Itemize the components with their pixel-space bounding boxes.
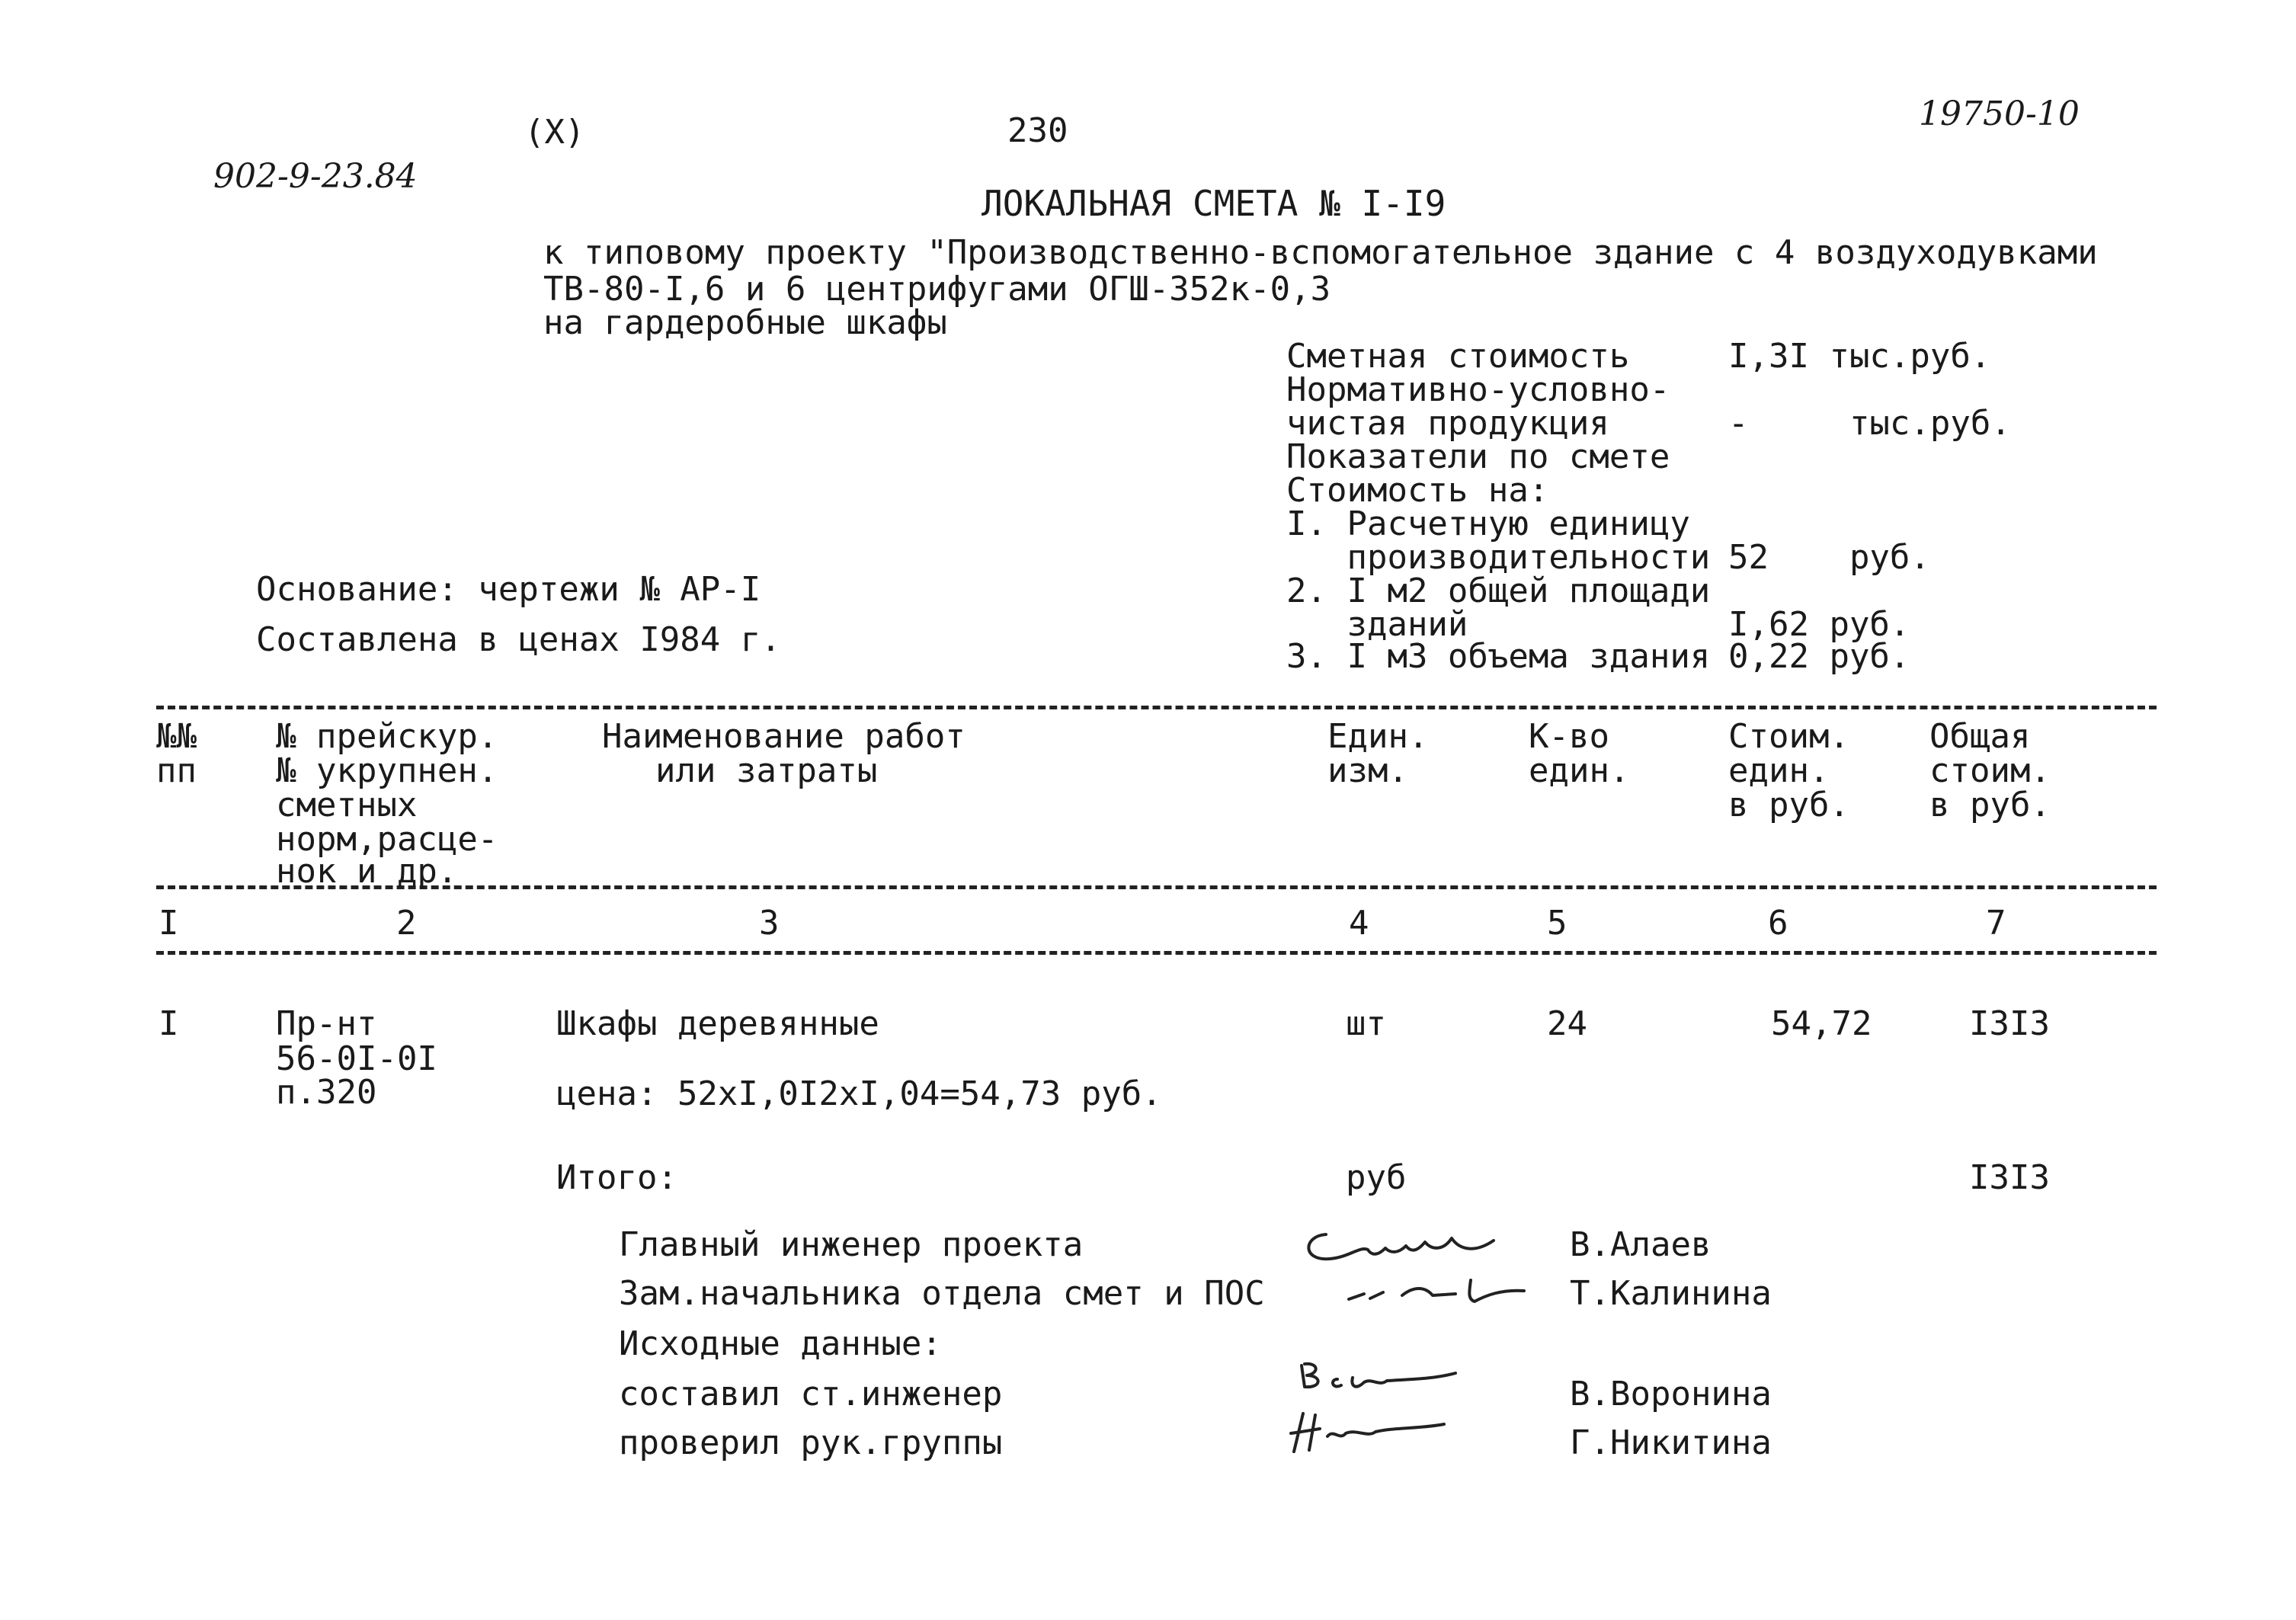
col-3-header-l1: Наименование работ: [602, 717, 965, 756]
row-work-name: Шкафы деревянные: [556, 1004, 879, 1043]
intro-line-1: к типовому проекту "Производственно-вспомогательное здание с 4 воздуходувками: [543, 233, 2098, 272]
indicator-3-value: 0,22 руб.: [1728, 637, 1910, 676]
estimated-cost-label: Сметная стоимость: [1286, 337, 1630, 376]
signature-name: Г.Никитина: [1570, 1423, 1772, 1462]
estimated-cost-value: I,3I тыс.руб.: [1728, 337, 1991, 376]
row-unit: шт: [1346, 1004, 1386, 1043]
signature-role: Зам.начальника отдела смет и ПОС: [619, 1274, 1265, 1313]
column-number: I: [159, 904, 179, 943]
stamp-mark: (X): [524, 113, 585, 152]
col-2-header-l5: нок и др.: [276, 852, 458, 891]
col-1-header-l1: №№: [156, 717, 197, 756]
signature-name: В.Воронина: [1570, 1375, 1772, 1413]
row-quantity: 24: [1547, 1004, 1587, 1043]
total-label: Итого:: [556, 1158, 677, 1197]
row-unit-cost: 54,72: [1771, 1004, 1872, 1043]
col-5-header-l2: един.: [1529, 751, 1630, 790]
col-5-header-l1: К-во: [1529, 717, 1609, 756]
column-number: 3: [759, 904, 780, 943]
handwritten-signature: [1341, 1273, 1539, 1311]
row-code-l3: п.320: [276, 1073, 377, 1112]
indicator-1-label-2: производительности: [1286, 538, 1711, 577]
row-number: I: [159, 1004, 179, 1043]
intro-line-2: ТВ-80-I,6 и 6 центрифугами ОГШ-352к-0,3: [543, 270, 1331, 309]
column-number: 4: [1349, 904, 1369, 943]
table-top-rule: [156, 706, 2157, 709]
column-number: 6: [1768, 904, 1788, 943]
indicator-3-label: 3. I м3 объема здания: [1286, 637, 1711, 676]
basis-drawings: Основание: чертежи № АР-I: [256, 570, 761, 609]
signature-name: В.Алаев: [1570, 1225, 1712, 1264]
col-4-header-l1: Един.: [1327, 717, 1429, 756]
cost-on-label: Стоимость на:: [1286, 471, 1549, 510]
col-2-header-l3: сметных: [276, 786, 418, 824]
col-7-header-l2: стоим.: [1929, 751, 2051, 790]
signature-role: Исходные данные:: [619, 1324, 942, 1363]
col-2-header-l1: № прейскур.: [276, 717, 498, 756]
col-2-header-l2: № укрупнен.: [276, 751, 498, 790]
indicators-heading: Показатели по смете: [1286, 437, 1670, 476]
handwritten-signature: [1295, 1219, 1509, 1273]
page-number: 230: [1007, 111, 1068, 150]
signature-name: Т.Калинина: [1570, 1274, 1772, 1313]
column-number: 7: [1986, 904, 2006, 943]
indicator-2-value: I,62 руб.: [1728, 605, 1910, 644]
document-title: ЛОКАЛЬНАЯ СМЕТА № I-I9: [981, 183, 1446, 224]
column-numbers-rule: [156, 951, 2157, 955]
col-7-header-l3: в руб.: [1929, 786, 2051, 824]
row-code-l2: 56-0I-0I: [276, 1039, 437, 1078]
col-6-header-l1: Стоим.: [1728, 717, 1849, 756]
col-1-header-l2: пп: [156, 751, 197, 790]
indicator-1-value: 52 руб.: [1728, 538, 1930, 577]
col-6-header-l3: в руб.: [1728, 786, 1849, 824]
document-id-right: 19750-10: [1919, 94, 2080, 133]
signature-role: Главный инженер проекта: [619, 1225, 1084, 1264]
total-unit: руб: [1346, 1158, 1407, 1197]
row-total: I3I3: [1969, 1004, 2050, 1043]
col-3-header-l2: или затраты: [655, 751, 878, 790]
net-production-label-2: чистая продукция: [1286, 404, 1609, 443]
handwritten-signature: [1280, 1406, 1463, 1459]
col-7-header-l1: Общая: [1929, 717, 2031, 756]
net-production-label-1: Нормативно-условно-: [1286, 370, 1670, 409]
basis-prices: Составлена в ценах I984 г.: [256, 620, 781, 659]
total-value: I3I3: [1969, 1158, 2050, 1197]
row-code-l1: Пр-нт: [276, 1004, 377, 1043]
column-number: 2: [396, 904, 417, 943]
signature-role: составил ст.инженер: [619, 1375, 1003, 1413]
intro-line-3: на гардеробные шкафы: [543, 303, 947, 342]
indicator-1-label-1: I. Расчетную единицу: [1286, 504, 1690, 543]
handwritten-signature: [1295, 1356, 1471, 1402]
col-4-header-l2: изм.: [1327, 751, 1408, 790]
indicator-2-label-1: 2. I м2 общей площади: [1286, 571, 1711, 610]
col-2-header-l4: норм,расце-: [276, 820, 498, 859]
signature-role: проверил рук.группы: [619, 1423, 1003, 1462]
col-6-header-l2: един.: [1728, 751, 1830, 790]
row-price-calc: цена: 52хI,0I2хI,04=54,73 руб.: [556, 1074, 1162, 1113]
document-id-left: 902-9-23.84: [213, 157, 418, 196]
net-production-value: - тыс.руб.: [1728, 404, 2011, 443]
indicator-2-label-2: зданий: [1286, 605, 1468, 644]
column-number: 5: [1547, 904, 1567, 943]
